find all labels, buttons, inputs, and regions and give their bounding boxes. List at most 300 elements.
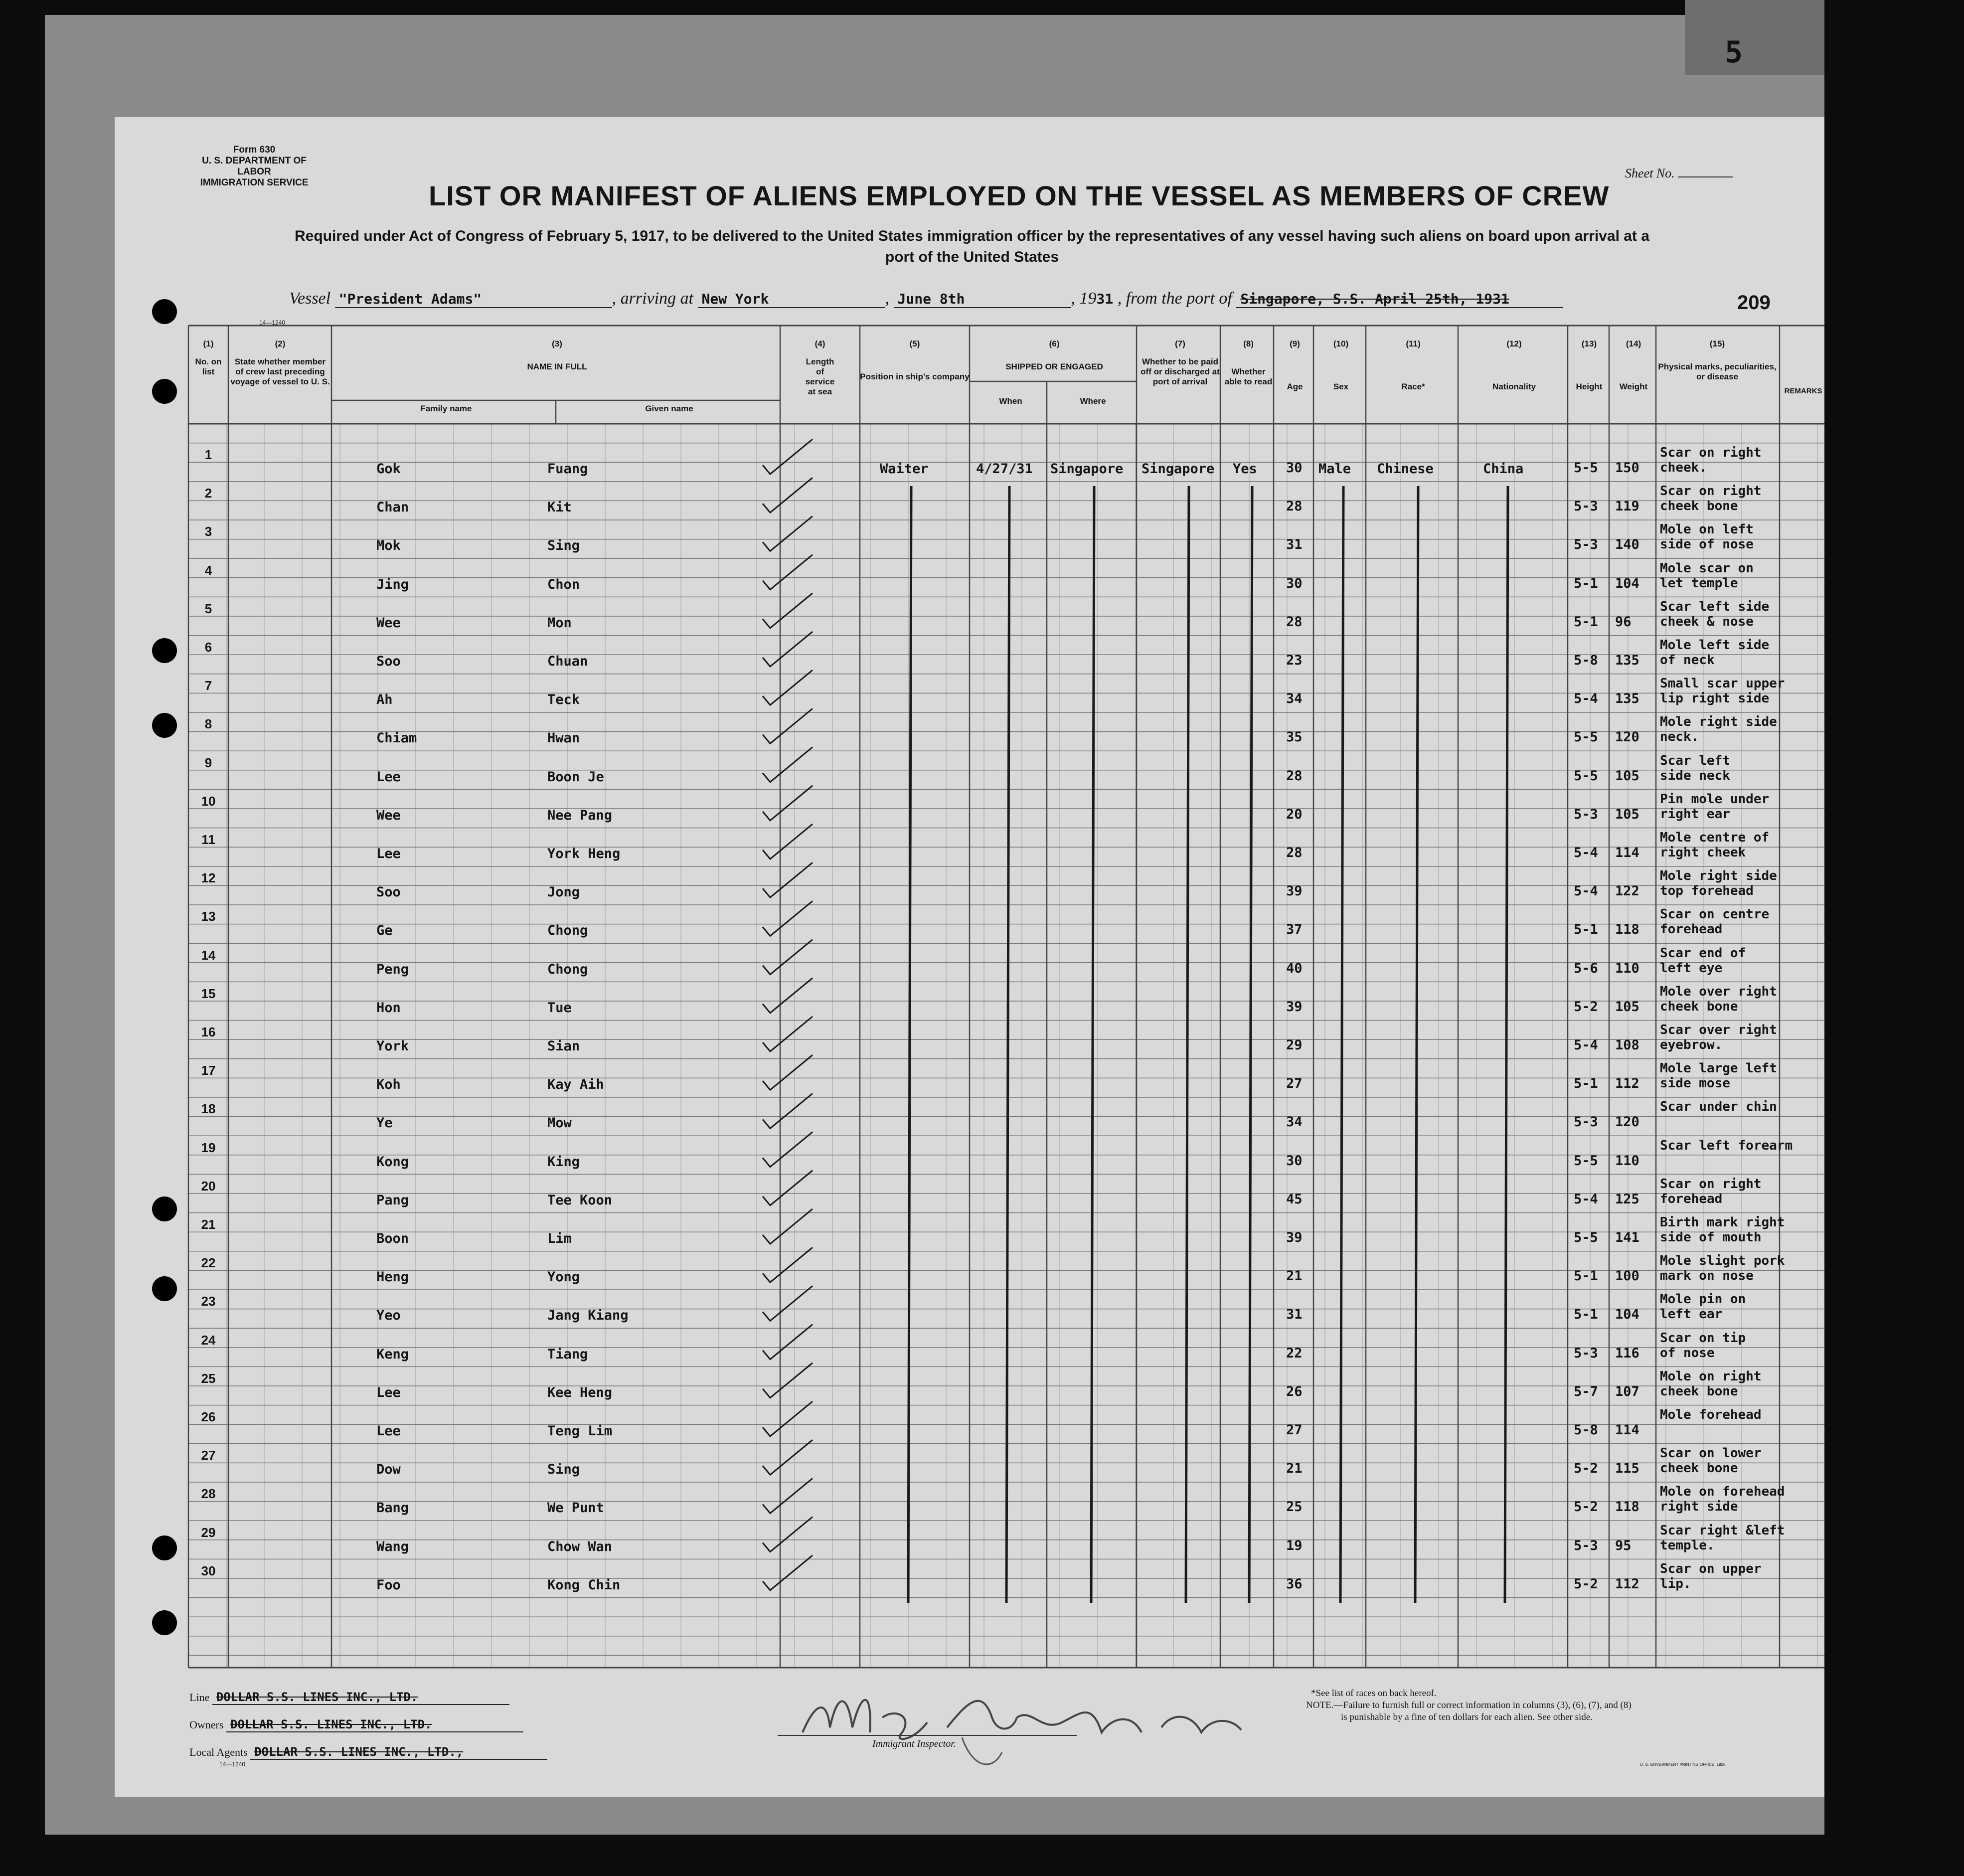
given-name: Mon xyxy=(547,615,572,631)
physical-marks-line-1: Mole large left xyxy=(1660,1061,1777,1076)
family-name: Lee xyxy=(376,1423,401,1439)
height: 5-8 xyxy=(1574,653,1598,668)
department-name: U. S. DEPARTMENT OF LABOR xyxy=(202,156,307,177)
ditto-line xyxy=(1340,486,1343,1603)
physical-marks-line-2: left ear xyxy=(1660,1307,1723,1322)
check-mark xyxy=(763,1093,813,1128)
weight: 122 xyxy=(1615,883,1639,899)
note-penalty: NOTE.—Failure to furnish full or correct information in columns (3), (6), (7), and (8) xyxy=(1306,1700,1632,1710)
col1-num: (1) xyxy=(203,339,214,348)
sex-value: Male xyxy=(1318,461,1351,477)
age: 30 xyxy=(1286,575,1303,591)
age: 34 xyxy=(1286,691,1303,707)
height: 5-1 xyxy=(1574,614,1598,630)
height: 5-1 xyxy=(1574,1307,1598,1323)
row-number: 11 xyxy=(201,832,215,847)
weight: 108 xyxy=(1615,1037,1639,1053)
age: 35 xyxy=(1286,729,1303,745)
age: 37 xyxy=(1286,922,1303,938)
given-name: Kit xyxy=(547,500,572,515)
col13-num: (13) xyxy=(1581,339,1597,348)
physical-marks-line-2: temple. xyxy=(1660,1537,1715,1553)
family-name: Yeo xyxy=(376,1308,401,1324)
physical-marks-line-2: cheek bone xyxy=(1660,499,1738,514)
corner-sheet xyxy=(1685,0,1824,75)
age: 40 xyxy=(1286,960,1303,976)
row-number: 6 xyxy=(204,640,212,655)
row-number: 20 xyxy=(201,1178,216,1194)
shipped-when-value: 4/27/31 xyxy=(976,461,1033,477)
col10-header xyxy=(1316,339,1366,392)
weight: 135 xyxy=(1615,691,1639,707)
given-name: Jong xyxy=(547,884,580,900)
physical-marks-line-2: right ear xyxy=(1660,806,1730,822)
weight: 120 xyxy=(1615,1114,1639,1130)
row-number: 13 xyxy=(201,909,216,924)
row-number: 18 xyxy=(201,1101,216,1117)
inspector-signature xyxy=(783,1658,1281,1782)
weight: 118 xyxy=(1615,1499,1639,1515)
col2-label: State whether member of crew last preceding voyage of vessel to U. S. xyxy=(230,357,330,386)
family-name: Heng xyxy=(376,1269,409,1285)
physical-marks-line-2: eyebrow. xyxy=(1660,1037,1723,1052)
family-name: Kong xyxy=(376,1154,409,1170)
weight: 105 xyxy=(1615,768,1639,784)
physical-marks-line-1: Scar on centre xyxy=(1660,907,1770,922)
row-number: 30 xyxy=(201,1563,216,1578)
given-name: Sing xyxy=(547,1462,580,1478)
given-name: Jang Kiang xyxy=(547,1308,629,1324)
check-mark xyxy=(763,1363,813,1398)
age: 28 xyxy=(1286,768,1303,784)
physical-marks-line-1: Mole on forehead xyxy=(1660,1484,1785,1500)
physical-marks-line-1: Mole left side xyxy=(1660,638,1770,653)
check-mark xyxy=(763,1209,813,1244)
weight: 150 xyxy=(1615,460,1639,476)
height: 5-4 xyxy=(1574,1191,1598,1207)
binder-hole xyxy=(152,1196,177,1221)
note-races: *See list of races on back hereof. xyxy=(1311,1688,1437,1699)
weight: 95 xyxy=(1615,1537,1632,1553)
height: 5-5 xyxy=(1574,460,1598,476)
height: 5-4 xyxy=(1574,883,1598,899)
col2-num: (2) xyxy=(275,339,286,348)
col10-num: (10) xyxy=(1333,339,1349,348)
family-name: Mok xyxy=(376,538,401,554)
family-name: Pang xyxy=(376,1192,409,1208)
weight: 107 xyxy=(1615,1383,1639,1399)
binder-hole xyxy=(152,713,177,738)
physical-marks-line-1: Scar on lower xyxy=(1660,1446,1762,1461)
row-number: 1 xyxy=(204,447,212,462)
family-name: Boon xyxy=(376,1231,409,1246)
given-name: Sing xyxy=(547,538,580,554)
family-name: Bang xyxy=(376,1500,409,1516)
agents-code: 14—1240 xyxy=(219,1761,246,1768)
physical-marks-line-2: of neck xyxy=(1660,653,1715,668)
age: 26 xyxy=(1286,1383,1303,1399)
date-separator: , xyxy=(885,289,889,308)
physical-marks-line-2: cheek. xyxy=(1660,460,1707,475)
ditto-line xyxy=(1006,486,1009,1603)
physical-marks-line-1: Scar on upper xyxy=(1660,1561,1762,1576)
height: 5-6 xyxy=(1574,960,1598,976)
row-number: 28 xyxy=(201,1486,216,1502)
col4-num: (4) xyxy=(815,339,825,348)
sheet-no-label: Sheet No. xyxy=(1625,166,1733,181)
col9-header xyxy=(1276,339,1313,392)
check-mark xyxy=(763,901,813,936)
physical-marks-line-1: Mole scar on xyxy=(1660,560,1754,576)
family-name: Jing xyxy=(376,576,409,592)
height: 5-4 xyxy=(1574,691,1598,707)
physical-marks-line-2: lip. xyxy=(1660,1576,1691,1591)
row-number: 10 xyxy=(201,793,216,809)
age: 39 xyxy=(1286,999,1303,1015)
age: 45 xyxy=(1286,1191,1303,1207)
given-name: Kay Aih xyxy=(547,1077,604,1093)
row-number: 25 xyxy=(201,1370,216,1386)
given-name: Chon xyxy=(547,576,580,592)
check-mark xyxy=(763,478,813,512)
family-name: Ye xyxy=(376,1115,393,1131)
inspector-line xyxy=(778,1735,1077,1736)
col8-label: Whether able to read xyxy=(1224,367,1273,386)
age: 27 xyxy=(1286,1422,1303,1438)
physical-marks-line-1: Small scar upper xyxy=(1660,676,1785,691)
weight: 141 xyxy=(1615,1230,1639,1245)
physical-marks-line-1: Scar on right xyxy=(1660,484,1762,499)
col5-label: Position in ship's company xyxy=(860,372,970,381)
check-mark xyxy=(763,1171,813,1205)
row-number: 26 xyxy=(201,1409,216,1424)
col5-num: (5) xyxy=(909,339,920,348)
remarks-header: REMARKS xyxy=(1784,387,1822,395)
family-name: York xyxy=(376,1038,409,1054)
given-name: Chong xyxy=(547,923,588,939)
col15-label: Physical marks, peculiarities, or disease xyxy=(1658,362,1777,381)
year-prefix: , 19 xyxy=(1071,289,1097,308)
given-name: York Heng xyxy=(547,846,621,861)
age: 21 xyxy=(1286,1268,1303,1284)
age: 21 xyxy=(1286,1461,1303,1477)
age: 27 xyxy=(1286,1076,1303,1092)
inspector-label: Immigrant Inspector. xyxy=(872,1738,956,1749)
family-name: Gok xyxy=(376,461,401,477)
check-mark xyxy=(763,1401,813,1436)
physical-marks-line-1: Mole right side xyxy=(1660,868,1777,884)
nationality-value: China xyxy=(1483,461,1524,477)
given-name: Chow Wan xyxy=(547,1538,613,1554)
line-label: Line xyxy=(189,1691,210,1704)
physical-marks-line-1: Mole right side xyxy=(1660,714,1777,730)
small-code: 14—1240 xyxy=(259,319,286,326)
check-mark xyxy=(763,940,813,975)
printer-line: U. S. GOVERNMENT PRINTING OFFICE: 1928 xyxy=(1640,1762,1726,1767)
col3-num: (3) xyxy=(552,339,562,348)
physical-marks-line-1: Mole forehead xyxy=(1660,1407,1762,1422)
family-name: Ah xyxy=(376,692,393,708)
family-name: Hon xyxy=(376,1000,401,1016)
age: 39 xyxy=(1286,1230,1303,1245)
col14-label: Weight xyxy=(1619,382,1648,391)
age: 28 xyxy=(1286,845,1303,860)
family-name: Lee xyxy=(376,769,401,785)
weight: 114 xyxy=(1615,1422,1639,1438)
age: 31 xyxy=(1286,1307,1303,1323)
binder-hole xyxy=(152,299,177,324)
race-value: Chinese xyxy=(1377,461,1434,477)
physical-marks-line-1: Scar right &left xyxy=(1660,1523,1785,1538)
height: 5-5 xyxy=(1574,1230,1598,1245)
weight: 112 xyxy=(1615,1576,1639,1592)
weight: 96 xyxy=(1615,614,1632,630)
physical-marks-line-2: cheek bone xyxy=(1660,1383,1738,1399)
height: 5-3 xyxy=(1574,1537,1598,1553)
family-name-header: Family name xyxy=(420,404,472,413)
physical-marks-line-2: side of nose xyxy=(1660,537,1754,552)
vessel-label: Vessel xyxy=(289,289,331,308)
col7-header xyxy=(1139,339,1221,387)
height: 5-3 xyxy=(1574,499,1598,514)
family-name: Keng xyxy=(376,1346,409,1362)
col6-num: (6) xyxy=(1049,339,1060,348)
physical-marks-line-2: side neck xyxy=(1660,768,1730,783)
physical-marks-line-2: side mose xyxy=(1660,1076,1730,1091)
physical-marks-line-2: cheek bone xyxy=(1660,1461,1738,1476)
given-name: Hwan xyxy=(547,730,580,746)
height: 5-4 xyxy=(1574,845,1598,860)
check-mark xyxy=(763,439,813,474)
owners-label: Owners xyxy=(189,1718,224,1731)
weight: 114 xyxy=(1615,845,1639,860)
col14-num: (14) xyxy=(1626,339,1641,348)
age: 23 xyxy=(1286,653,1303,668)
height: 5-5 xyxy=(1574,768,1598,784)
corner-mark: 5 xyxy=(1725,35,1743,70)
line-value: DOLLAR S.S. LINES INC., LTD. xyxy=(212,1690,509,1705)
age: 28 xyxy=(1286,614,1303,630)
row-number: 23 xyxy=(201,1294,216,1309)
weight: 125 xyxy=(1615,1191,1639,1207)
position-value: Waiter xyxy=(880,461,929,477)
col6-label: SHIPPED OR ENGAGED xyxy=(1005,362,1103,371)
check-mark xyxy=(763,708,813,743)
check-mark xyxy=(763,1017,813,1051)
family-name: Chiam xyxy=(376,730,417,746)
check-mark xyxy=(763,862,813,897)
row-number: 8 xyxy=(204,716,212,732)
vessel-name: "President Adams" xyxy=(335,291,612,308)
note-penalty-2: is punishable by a fine of ten dollars for each alien. See other side. xyxy=(1341,1712,1593,1722)
col3-header xyxy=(334,339,780,372)
owners-value: DOLLAR S.S. LINES INC., LTD. xyxy=(226,1717,523,1732)
agents-value: DOLLAR S.S. LINES INC., LTD., xyxy=(250,1745,547,1760)
check-mark xyxy=(763,1517,813,1552)
arrival-port: New York xyxy=(698,291,885,308)
given-name: Kee Heng xyxy=(547,1384,613,1400)
binder-hole xyxy=(152,638,177,663)
height: 5-5 xyxy=(1574,1153,1598,1169)
ditto-line xyxy=(1186,486,1189,1603)
given-name: Yong xyxy=(547,1269,580,1285)
age: 22 xyxy=(1286,1345,1303,1361)
col12-label: Nationality xyxy=(1492,382,1536,391)
physical-marks-line-1: Mole centre of xyxy=(1660,830,1770,845)
physical-marks-line-1: Scar on tip xyxy=(1660,1330,1746,1346)
family-name: Wee xyxy=(376,615,401,631)
col11-num: (11) xyxy=(1406,339,1421,348)
col7-num: (7) xyxy=(1175,339,1185,348)
given-name: Lim xyxy=(547,1231,572,1246)
check-mark xyxy=(763,593,813,628)
physical-marks-line-1: Scar over right xyxy=(1660,1023,1777,1037)
physical-marks-line-2: mark on nose xyxy=(1660,1268,1754,1284)
height: 5-5 xyxy=(1574,729,1598,745)
check-mark xyxy=(763,747,813,782)
physical-marks-line-1: Scar under chin xyxy=(1660,1099,1777,1115)
age: 39 xyxy=(1286,883,1303,899)
given-name: Nee Pang xyxy=(547,807,613,823)
subtitle-line-1: Required under Act of Congress of February 5, 1917, to be delivered to the United States immigration officer by the representatives of any vessel having such aliens on board upon arrival at a xyxy=(295,228,1649,244)
weight: 105 xyxy=(1615,999,1639,1015)
weight: 110 xyxy=(1615,960,1639,976)
able-to-read-value: Yes xyxy=(1233,461,1257,477)
weight: 119 xyxy=(1615,499,1639,514)
row-number: 21 xyxy=(201,1217,216,1232)
age: 31 xyxy=(1286,537,1303,553)
owners-row xyxy=(189,1717,523,1732)
height: 5-2 xyxy=(1574,1461,1598,1477)
row-number: 12 xyxy=(201,870,216,886)
col9-label: Age xyxy=(1287,382,1303,391)
ditto-line xyxy=(1091,486,1094,1603)
height: 5-2 xyxy=(1574,1499,1598,1515)
height: 5-1 xyxy=(1574,575,1598,591)
physical-marks-line-1: Mole on right xyxy=(1660,1368,1762,1384)
col13-label: Height xyxy=(1576,382,1603,391)
physical-marks-line-1: Scar on right xyxy=(1660,1176,1762,1192)
row-number: 4 xyxy=(204,562,212,578)
notes xyxy=(1306,1688,1632,1723)
ditto-line xyxy=(908,486,911,1603)
given-name: Tee Koon xyxy=(547,1192,613,1208)
check-mark xyxy=(763,824,813,859)
physical-marks-line-1: Scar left xyxy=(1660,753,1730,768)
manifest-sheet xyxy=(115,117,1824,1797)
sheet-number: 209 xyxy=(1737,292,1771,314)
check-mark xyxy=(763,1325,813,1360)
physical-marks-line-2: right cheek xyxy=(1660,845,1746,860)
given-name: Mow xyxy=(547,1115,572,1131)
physical-marks-line-1: Scar end of xyxy=(1660,945,1746,961)
row-number: 2 xyxy=(204,486,212,501)
family-name: Lee xyxy=(376,1384,401,1400)
age: 25 xyxy=(1286,1499,1303,1515)
family-name: Peng xyxy=(376,961,409,977)
check-mark xyxy=(763,1055,813,1090)
row-number: 7 xyxy=(204,678,212,693)
where-header: Where xyxy=(1080,396,1106,406)
paid-off-value: Singapore xyxy=(1142,461,1215,477)
col12-header xyxy=(1461,339,1568,392)
physical-marks-line-1: Scar left forearm xyxy=(1660,1138,1793,1153)
check-mark xyxy=(763,1440,813,1475)
col10-label: Sex xyxy=(1333,382,1349,391)
physical-marks-line-2: lip right side xyxy=(1660,691,1770,706)
physical-marks-line-1: Birth mark right xyxy=(1660,1215,1785,1230)
row-number: 17 xyxy=(201,1063,216,1078)
check-mark xyxy=(763,1478,813,1513)
height: 5-3 xyxy=(1574,806,1598,822)
weight: 140 xyxy=(1615,537,1639,553)
col4-label: Length of service at sea xyxy=(805,357,835,396)
physical-marks-line-2: of nose xyxy=(1660,1345,1715,1361)
arrival-year: 31 xyxy=(1096,291,1114,307)
weight: 120 xyxy=(1615,729,1639,745)
family-name: Lee xyxy=(376,846,401,861)
age: 34 xyxy=(1286,1114,1303,1130)
age: 29 xyxy=(1286,1037,1303,1053)
height: 5-1 xyxy=(1574,922,1598,938)
weight: 118 xyxy=(1615,922,1639,938)
row-number: 27 xyxy=(201,1448,216,1463)
given-name: Teng Lim xyxy=(547,1423,613,1439)
col6-header xyxy=(972,339,1137,372)
age: 30 xyxy=(1286,460,1303,476)
when-header: When xyxy=(999,396,1022,406)
col5-header xyxy=(860,339,970,382)
row-number: 24 xyxy=(201,1332,216,1348)
height: 5-3 xyxy=(1574,1345,1598,1361)
row-number: 29 xyxy=(201,1525,216,1540)
col2-header xyxy=(230,339,330,387)
given-name: Teck xyxy=(547,692,580,708)
row-number: 15 xyxy=(201,986,216,1001)
check-mark xyxy=(763,516,813,551)
col11-header xyxy=(1368,339,1458,392)
check-mark xyxy=(763,1555,813,1590)
height: 5-3 xyxy=(1574,1114,1598,1130)
col9-num: (9) xyxy=(1290,339,1300,348)
col1-label: No. on list xyxy=(195,357,222,376)
physical-marks-line-1: Mole on left xyxy=(1660,522,1754,537)
row-number: 22 xyxy=(201,1255,216,1271)
arrival-date: June 8th xyxy=(894,291,1071,308)
weight: 110 xyxy=(1615,1153,1639,1169)
page-title: LIST OR MANIFEST OF ALIENS EMPLOYED ON THE VESSEL AS MEMBERS OF CREW xyxy=(429,180,1610,211)
height: 5-7 xyxy=(1574,1383,1598,1399)
family-name: Soo xyxy=(376,884,401,900)
given-name: Tue xyxy=(547,1000,572,1016)
given-name: Fuang xyxy=(547,461,588,477)
given-name: Chong xyxy=(547,961,588,977)
age: 36 xyxy=(1286,1576,1303,1592)
col3-label: NAME IN FULL xyxy=(527,362,587,371)
col11-label: Race* xyxy=(1401,382,1425,391)
row-number: 5 xyxy=(204,601,212,616)
check-mark xyxy=(763,632,813,667)
physical-marks-line-1: Pin mole under xyxy=(1660,791,1770,807)
agents-row xyxy=(189,1745,547,1760)
given-name-header: Given name xyxy=(645,404,693,413)
row-number: 3 xyxy=(204,524,212,539)
physical-marks-line-1: Mole slight pork xyxy=(1660,1253,1785,1269)
physical-marks-line-2: cheek bone xyxy=(1660,999,1738,1014)
physical-marks-line-2: cheek & nose xyxy=(1660,614,1754,629)
col15-num: (15) xyxy=(1709,339,1725,348)
weight: 116 xyxy=(1615,1345,1639,1361)
